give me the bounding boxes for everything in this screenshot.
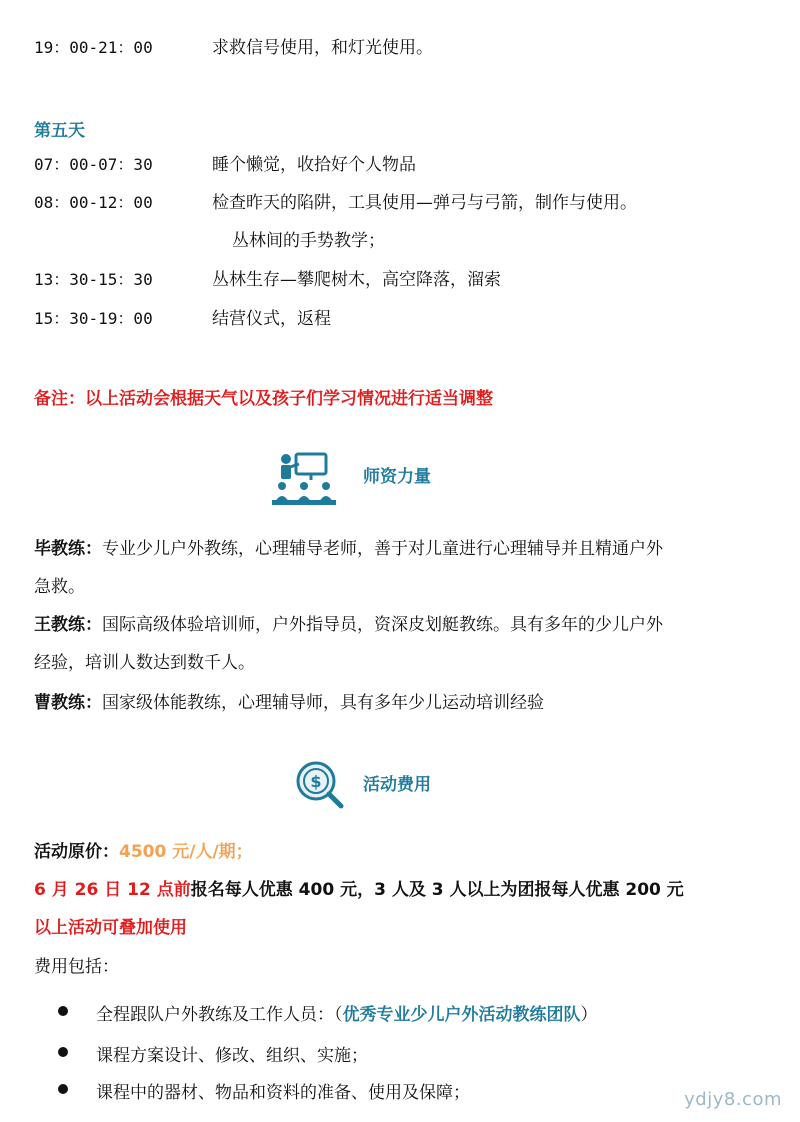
original-price-value: 4500 元/人/期； (119, 842, 253, 862)
svg-text:$: $ (310, 772, 322, 791)
teacher-desc-line1: 国际高级体验培训师，户外指导员，资深皮划艇教练。具有多年的少儿户外 (102, 615, 663, 635)
schedule-activity: 结营仪式，返程 (212, 309, 331, 329)
bullet-dot-icon (58, 1006, 68, 1016)
teacher-name: 王教练： (34, 615, 102, 635)
stack-note: 以上活动可叠加使用 (34, 918, 187, 938)
early-discount-text: 报名每人优惠 400 元，3 人及 3 人以上为团报每人优惠 200 元 (190, 880, 684, 900)
schedule-row (232, 229, 385, 253)
teacher-name: 毕教练： (34, 539, 102, 559)
schedule-activity: 睡个懒觉，收拾好个人物品 (212, 155, 416, 175)
teacher-entry (34, 684, 770, 722)
list-item-highlight: 优秀专业少儿户外活动教练团队 (342, 1005, 581, 1025)
list-item (66, 1041, 368, 1066)
early-deadline: 6 月 26 日 12 点前 (34, 880, 191, 900)
teacher-desc-line1: 专业少儿户外教练，心理辅导老师，善于对儿童进行心理辅导并且精通户外 (102, 539, 663, 559)
teacher-name: 曹教练： (34, 693, 102, 713)
list-item (66, 1078, 470, 1103)
schedule-time: 15：30-19：00 (34, 309, 153, 328)
schedule-time: 08：00-12：00 (34, 193, 153, 212)
section-title-teachers: 师资力量 (363, 467, 431, 487)
includes-label: 费用包括： (34, 957, 119, 977)
money-magnifier-icon (295, 760, 345, 810)
list-item (66, 1000, 598, 1025)
schedule-time: 13：30-15：30 (34, 270, 153, 289)
schedule-activity: 求救信号使用，和灯光使用。 (212, 38, 433, 58)
day-title: 第五天 (34, 121, 85, 141)
remark-note: 备注：以上活动会根据天气以及孩子们学习情况进行适当调整 (34, 389, 493, 409)
teacher-class-icon (272, 450, 336, 506)
schedule-activity: 丛林生存—攀爬树木，高空降落，溜索 (212, 270, 501, 290)
original-price-label: 活动原价： (34, 842, 119, 862)
bullet-dot-icon (58, 1047, 68, 1057)
schedule-row (34, 307, 331, 331)
schedule-activity: 检查昨天的陷阱，工具使用—弹弓与弓箭，制作与使用。 (212, 193, 637, 213)
teacher-entry (34, 530, 770, 606)
early-bird-line (34, 878, 684, 902)
schedule-row (34, 268, 501, 292)
schedule-row (34, 153, 416, 177)
schedule-activity: 丛林间的手势教学； (232, 231, 385, 251)
section-title-fees: 活动费用 (363, 775, 431, 795)
teacher-desc-line2: 急救。 (34, 577, 85, 597)
original-price-line (34, 840, 253, 864)
teacher-entry (34, 606, 770, 682)
schedule-time: 07：00-07：30 (34, 155, 153, 174)
bullet-dot-icon (58, 1084, 68, 1094)
list-item-text: 课程中的器材、物品和资料的准备、使用及保障； (96, 1083, 470, 1103)
list-item-text: 全程跟队户外教练及工作人员：（ (96, 1005, 343, 1025)
list-item-text: 课程方案设计、修改、组织、实施； (96, 1046, 368, 1066)
list-item-tail: ） (580, 1005, 598, 1025)
schedule-row (34, 36, 433, 60)
teacher-desc-line2: 经验，培训人数达到数千人。 (34, 653, 255, 673)
teacher-desc-line1: 国家级体能教练，心理辅导师，具有多年少儿运动培训经验 (102, 693, 544, 713)
schedule-row (34, 191, 637, 215)
watermark: ydjy8.com (684, 1089, 782, 1110)
schedule-time: 19：00-21：00 (34, 38, 153, 57)
